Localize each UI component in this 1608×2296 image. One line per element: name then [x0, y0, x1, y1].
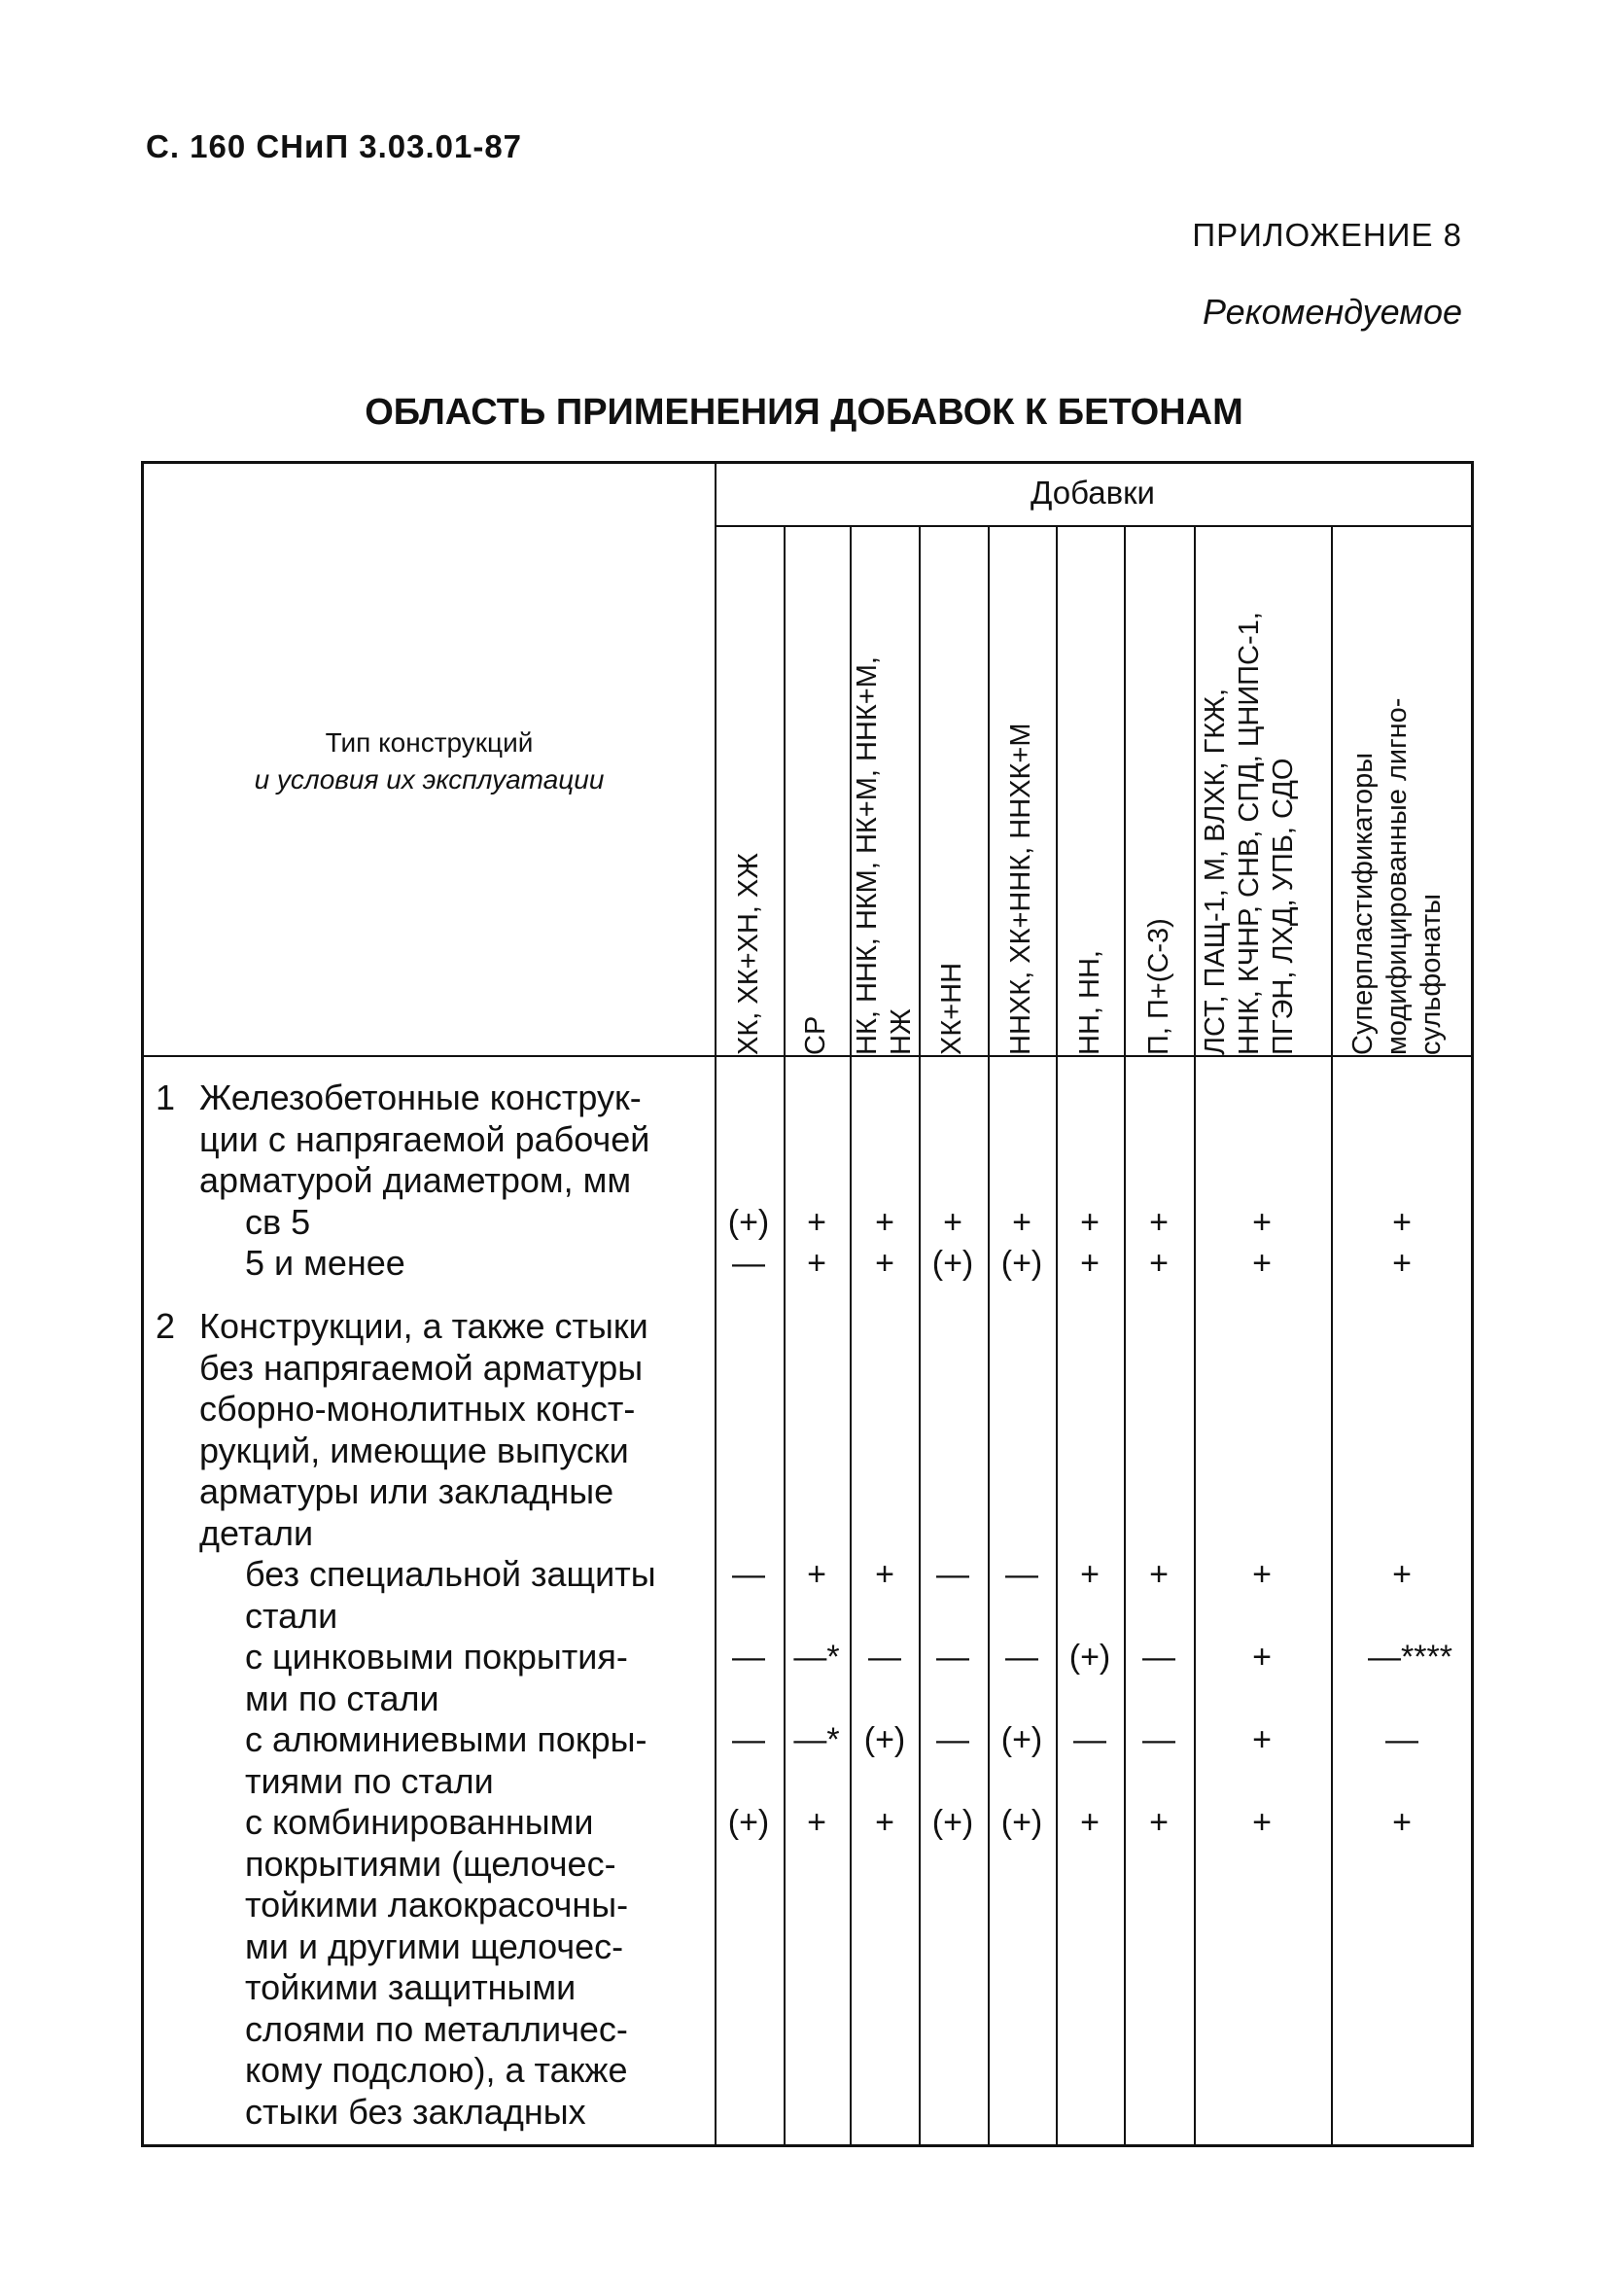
- subrow-label-line: св 5: [245, 1202, 311, 1242]
- column-divider: [919, 525, 921, 2147]
- column-header-line: Суперпластификаторы: [1347, 752, 1379, 1055]
- value-cell: (+): [863, 1721, 906, 1758]
- value-cell: —: [1073, 1721, 1106, 1758]
- value-cell: (+): [1000, 1245, 1043, 1282]
- column-header-line: НН, НН,: [1074, 950, 1105, 1055]
- value-cell: —: [936, 1721, 969, 1758]
- value-cell: +: [1252, 1556, 1272, 1593]
- value-cell: +: [1012, 1204, 1031, 1241]
- subrow-label-line: кому подслою), а также: [245, 2050, 628, 2090]
- column-header-line: ХК+НН: [936, 962, 967, 1055]
- construction-type-header: [144, 724, 715, 798]
- value-cell: —: [1142, 1721, 1175, 1758]
- column-divider: [1194, 525, 1196, 2147]
- column-header: [732, 853, 766, 1055]
- subrow-label-line: тиями по стали: [245, 1760, 494, 1801]
- subrow-label-line: с комбинированными: [245, 1802, 594, 1842]
- appendix-label: ПРИЛОЖЕНИЕ 8: [1192, 217, 1462, 253]
- column-header: [1199, 612, 1301, 1055]
- value-cell: +: [1392, 1204, 1412, 1241]
- value-cell: —: [732, 1721, 765, 1758]
- header-bottom-divider: [141, 1055, 1474, 1057]
- subrow-label-line: стыки без закладных: [245, 2091, 586, 2132]
- subrow-label-line: 5 и менее: [245, 1243, 405, 1283]
- subrow-label-line: слоями по металличес-: [245, 2008, 628, 2049]
- value-cell: +: [1392, 1804, 1412, 1841]
- column-divider: [988, 525, 990, 2147]
- column-header: [799, 1016, 833, 1055]
- row-description-line: детали: [199, 1512, 314, 1553]
- value-cell: +: [875, 1204, 894, 1241]
- value-cell: (+): [727, 1804, 770, 1841]
- value-cell: +: [807, 1204, 826, 1241]
- additives-header-divider: [715, 525, 1474, 527]
- column-header: [1346, 698, 1449, 1055]
- column-divider: [784, 525, 786, 2147]
- value-cell: +: [807, 1556, 826, 1593]
- value-cell: +: [1149, 1556, 1169, 1593]
- row-description-line: арматурой диаметром, мм: [199, 1160, 632, 1200]
- value-cell: —: [732, 1639, 765, 1676]
- column-header: [1142, 918, 1176, 1055]
- subrow-label-line: ми и другими щелочес-: [245, 1925, 624, 1966]
- value-cell: +: [1149, 1204, 1169, 1241]
- column-header-line: П, П+(С-3): [1143, 918, 1174, 1055]
- column-header-line: ННК, КЧНР, СНВ, СПД, ЦНИПС-1,: [1234, 612, 1265, 1055]
- additives-header: Добавки: [1031, 475, 1155, 511]
- value-cell: +: [1252, 1204, 1272, 1241]
- column-header-line: СР: [800, 1015, 831, 1055]
- column-header-line: НК, ННК, НКМ, НК+М, ННК+М,: [852, 656, 883, 1055]
- column-divider: [1331, 525, 1333, 2147]
- subrow-label: [245, 1719, 708, 1802]
- column-header-line: ЛСТ, ПАЩ-1, М, ВЛХК, ГКЖ,: [1200, 689, 1231, 1055]
- column-header-line: ПГЭН, ЛХД, УПБ, СДО: [1268, 758, 1299, 1055]
- value-cell: (+): [1068, 1639, 1111, 1676]
- column-header: [851, 656, 919, 1055]
- column-header: [1004, 723, 1038, 1055]
- row-description-line: сборно-монолитных конст-: [199, 1389, 636, 1429]
- row-description-line: Железобетонные конструк-: [199, 1077, 642, 1117]
- column-divider: [1056, 525, 1058, 2147]
- value-cell: +: [1149, 1804, 1169, 1841]
- value-cell: +: [1252, 1245, 1272, 1282]
- column-header: [935, 963, 969, 1055]
- value-cell: (+): [931, 1245, 974, 1282]
- row-number: 1: [156, 1077, 176, 1117]
- value-cell: +: [943, 1204, 962, 1241]
- row-description-line: без напрягаемой арматуры: [199, 1347, 644, 1388]
- value-cell: +: [807, 1245, 826, 1282]
- row-number: 2: [156, 1306, 176, 1346]
- value-cell: +: [1080, 1804, 1100, 1841]
- value-cell: +: [1392, 1245, 1412, 1282]
- row-description-line: арматуры или закладные: [199, 1471, 614, 1511]
- value-cell: (+): [1000, 1721, 1043, 1758]
- subrow-label-line: тойкими лакокрасочны-: [245, 1885, 629, 1925]
- value-cell: (+): [727, 1204, 770, 1241]
- value-cell: —: [936, 1556, 969, 1593]
- value-cell: +: [875, 1245, 894, 1282]
- row-description-line: Конструкции, а также стыки: [199, 1306, 648, 1346]
- value-cell: +: [1392, 1556, 1412, 1593]
- subrow-label-line: без специальной защиты: [245, 1554, 656, 1594]
- subrow-label: [245, 1202, 708, 1244]
- value-cell: —: [732, 1245, 765, 1282]
- value-cell: +: [1252, 1639, 1272, 1676]
- value-cell: —: [1005, 1556, 1038, 1593]
- subrow-label: [245, 1637, 708, 1719]
- subrow-label-line: тойкими защитными: [245, 1967, 577, 2007]
- value-cell: +: [1252, 1721, 1272, 1758]
- subrow-label-line: с цинковыми покрытия-: [245, 1637, 628, 1677]
- subrow-label: [245, 1554, 708, 1637]
- value-cell: +: [875, 1556, 894, 1593]
- column-divider: [1124, 525, 1126, 2147]
- subrow-label: [245, 1802, 708, 2133]
- value-cell: —: [936, 1639, 969, 1676]
- column-header-line: НЖ: [886, 1008, 917, 1055]
- row-description-line: рукций, имеющие выпуски: [199, 1430, 629, 1470]
- value-cell: +: [1080, 1204, 1100, 1241]
- subrow-label-line: покрытиями (щелочес-: [245, 1843, 616, 1884]
- value-cell: —****: [1368, 1639, 1452, 1676]
- column-header-line: ННХК, ХК+ННК, ННХК+М: [1005, 723, 1036, 1055]
- type-header-line: Тип конструкций: [325, 727, 534, 758]
- subrow-label-line: с алюминиевыми покры-: [245, 1719, 647, 1759]
- subrow-label-line: стали: [245, 1595, 338, 1636]
- subrow-label-line: ми по стали: [245, 1678, 439, 1718]
- value-cell: +: [1252, 1804, 1272, 1841]
- column-header-line: ХК, ХК+ХН, ХЖ: [733, 852, 764, 1055]
- value-cell: —: [868, 1639, 901, 1676]
- column-divider: [715, 461, 717, 2147]
- value-cell: +: [807, 1804, 826, 1841]
- value-cell: (+): [931, 1804, 974, 1841]
- column-header-line: сульфонаты: [1416, 893, 1447, 1055]
- value-cell: —: [732, 1556, 765, 1593]
- type-header-line: и условия их эксплуатации: [254, 764, 605, 795]
- value-cell: +: [1080, 1556, 1100, 1593]
- page-header: С. 160 СНиП 3.03.01-87: [146, 128, 523, 164]
- subrow-label: [245, 1243, 708, 1285]
- row-description: [199, 1306, 713, 1554]
- document-title: ОБЛАСТЬ ПРИМЕНЕНИЯ ДОБАВОК К БЕТОНАМ: [365, 392, 1243, 433]
- row-description-line: ции с напрягаемой рабочей: [199, 1118, 650, 1159]
- value-cell: —*: [793, 1639, 840, 1676]
- value-cell: —: [1385, 1721, 1418, 1758]
- value-cell: —*: [793, 1721, 840, 1758]
- value-cell: +: [1080, 1245, 1100, 1282]
- value-cell: +: [1149, 1245, 1169, 1282]
- value-cell: —: [1142, 1639, 1175, 1676]
- column-header: [1073, 950, 1107, 1055]
- value-cell: (+): [1000, 1804, 1043, 1841]
- value-cell: —: [1005, 1639, 1038, 1676]
- column-header-line: модифицированные лигно-: [1381, 697, 1413, 1055]
- row-description: [199, 1077, 713, 1202]
- appendix-status: Рекомендуемое: [1203, 292, 1462, 332]
- value-cell: +: [875, 1804, 894, 1841]
